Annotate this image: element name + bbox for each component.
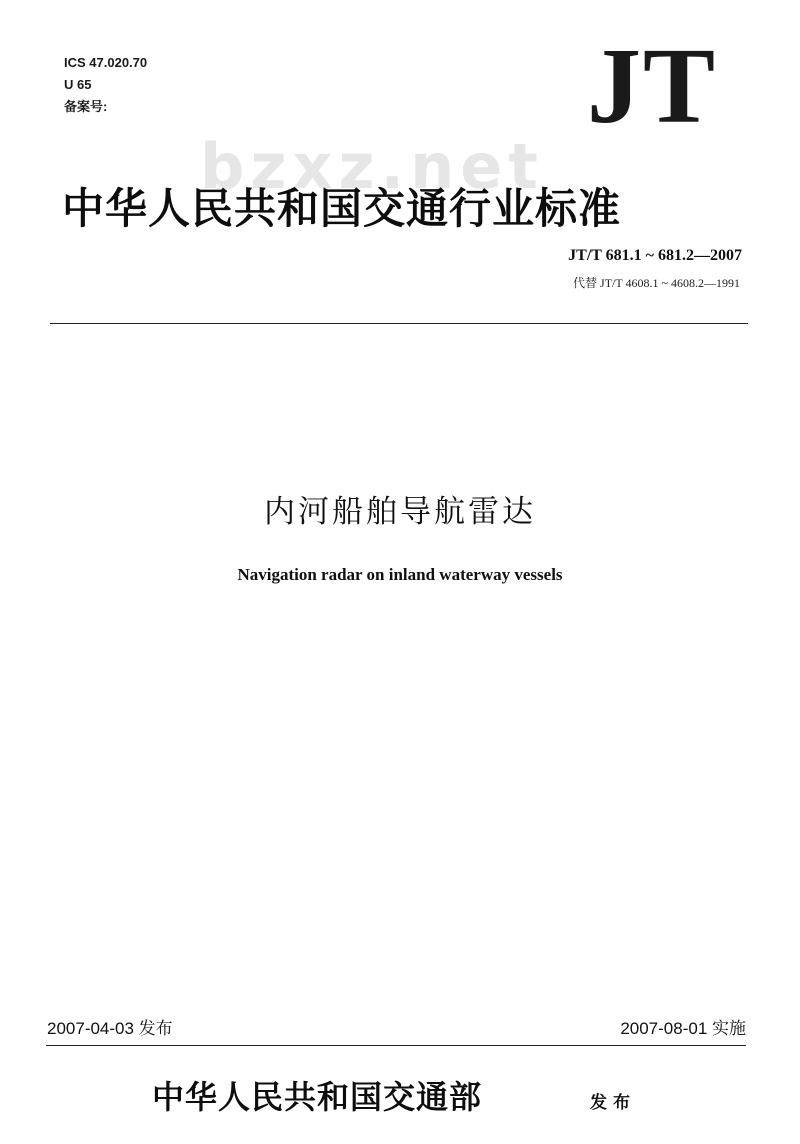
implementation-date: 2007-08-01 实施	[620, 1019, 746, 1038]
jt-logo	[572, 40, 732, 130]
standard-code: JT/T 681.1 ~ 681.2—2007	[568, 247, 742, 264]
jt-logo-text: JT	[586, 40, 718, 130]
standard-category-title: 中华人民共和国交通行业标准	[62, 184, 622, 233]
document-title-english: Navigation radar on inland waterway vessels	[237, 565, 563, 584]
classification-code: U 65	[64, 77, 92, 92]
ics-code: ICS 47.020.70	[64, 55, 148, 70]
document-title-chinese: 内河船舶导航雷达	[264, 494, 536, 530]
issue-date: 2007-04-03 发布	[47, 1019, 173, 1038]
replaced-standard: 代替 JT/T 4608.1 ~ 4608.2—1991	[573, 276, 740, 290]
footer-divider	[46, 1045, 746, 1046]
publisher-name: 中华人民共和国交通部	[152, 1078, 483, 1116]
classification-block	[64, 52, 147, 118]
publish-label: 发布	[590, 1093, 636, 1113]
header-divider	[50, 323, 748, 324]
record-number-label: 备案号:	[64, 99, 108, 114]
watermark: bzxz.net	[200, 130, 544, 203]
